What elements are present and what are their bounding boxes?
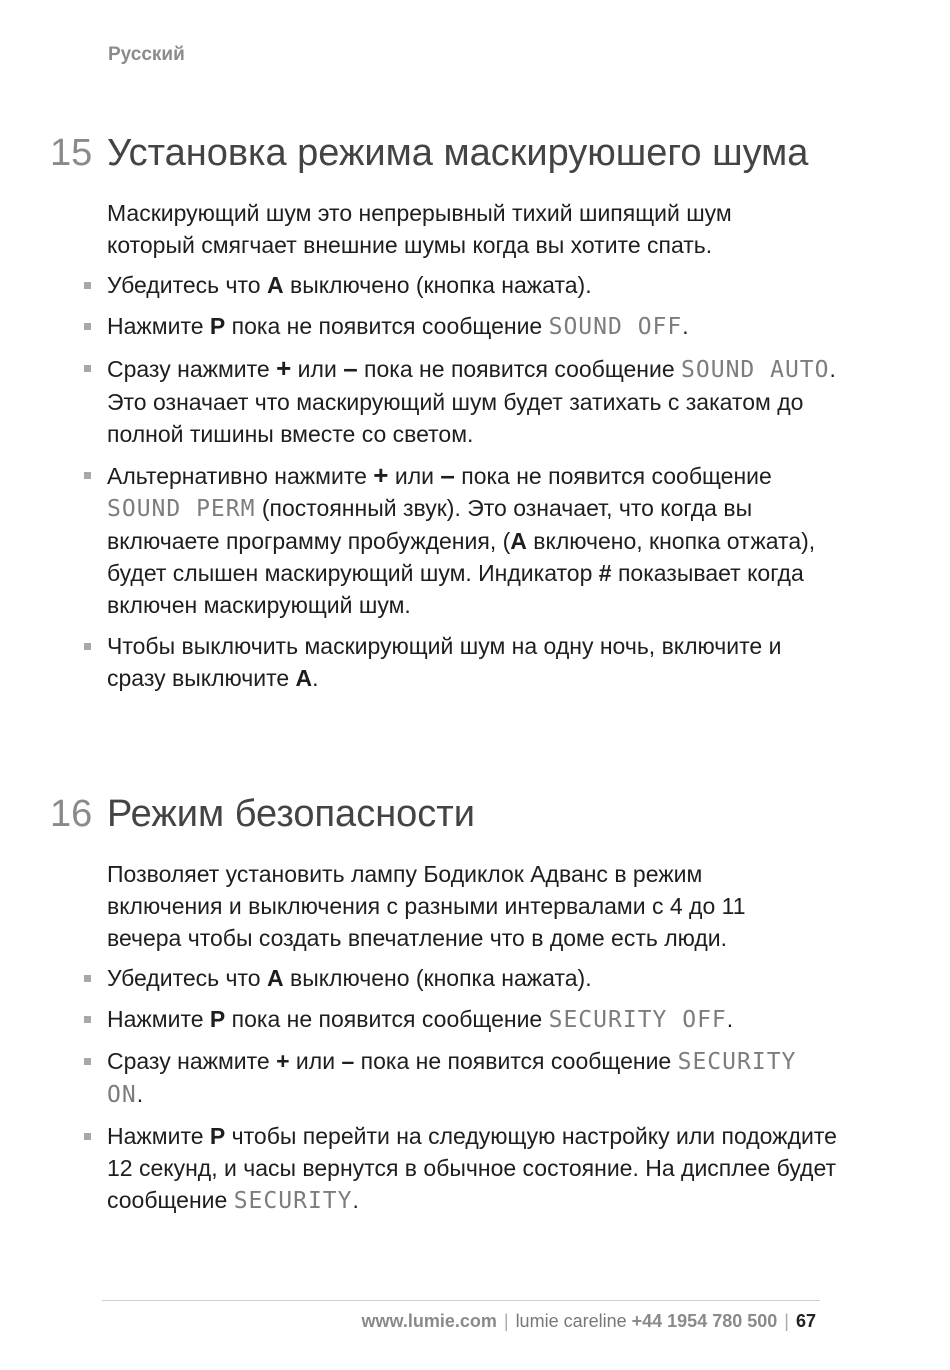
bullet-square-icon bbox=[84, 975, 91, 982]
button-key-a: A bbox=[266, 272, 284, 298]
text: Убедитесь что bbox=[107, 965, 267, 991]
bullet-square-icon bbox=[84, 1016, 91, 1023]
list-item bbox=[0, 269, 842, 301]
button-key-plus: + bbox=[276, 1048, 290, 1074]
text: Сразу нажмите bbox=[107, 356, 277, 382]
text: включено, кнопка отжата), будет слышен маскирующий шум. Индикатор bbox=[107, 528, 816, 586]
careline-phone: +44 1954 780 500 bbox=[631, 1311, 778, 1331]
list-item bbox=[0, 630, 842, 694]
bullet-square-icon bbox=[84, 323, 91, 330]
page-number: 67 bbox=[795, 1311, 816, 1331]
button-key-minus: – bbox=[341, 1048, 355, 1074]
list-item bbox=[0, 962, 842, 994]
text: или bbox=[291, 356, 344, 382]
text: или bbox=[289, 1048, 342, 1074]
button-key-minus: – bbox=[343, 353, 358, 383]
section-heading bbox=[0, 133, 950, 174]
text: Убедитесь что bbox=[107, 272, 267, 298]
section-number: 15 bbox=[50, 132, 93, 174]
list-item bbox=[0, 1003, 842, 1036]
text: . Это означает что маскирующий шум будет затихать с закатом до полной тишины вместе со светом. bbox=[107, 356, 836, 447]
text: . bbox=[312, 665, 319, 691]
section-masking-noise bbox=[0, 133, 950, 703]
text: или bbox=[388, 463, 441, 489]
bullet-square-icon bbox=[84, 643, 91, 650]
text: пока не появится сообщение bbox=[354, 1048, 678, 1074]
text: Чтобы выключить маскирующий шум на одну ночь, включите и сразу выключите bbox=[107, 633, 782, 691]
text: Сразу нажмите bbox=[107, 1048, 277, 1074]
text: пока не появится сообщение bbox=[225, 313, 549, 339]
display-message: SECURITY bbox=[233, 1188, 353, 1214]
section-title: Режим безопасности bbox=[107, 793, 475, 835]
text: . bbox=[136, 1081, 144, 1107]
text: пока не появится сообщение bbox=[454, 463, 772, 489]
display-message: SECURITY OFF bbox=[548, 1007, 727, 1033]
section-intro: Позволяет установить лампу Бодиклок Адванс в режим включения и выключения с разными интервалами с 4 до 11 вечера чтобы создать впечатление что в доме есть люди. bbox=[107, 861, 746, 951]
button-key-a: A bbox=[266, 965, 284, 991]
text: показывает когда включен маскирующий шум. bbox=[107, 560, 804, 618]
indicator-hash-icon: # bbox=[598, 560, 612, 586]
footer-separator: | bbox=[784, 1311, 789, 1331]
bullet-square-icon bbox=[84, 282, 91, 289]
button-key-p: P bbox=[209, 313, 226, 339]
text: пока не появится сообщение bbox=[225, 1006, 549, 1032]
text: (постоянный звук). Это означает, что когда вы включаете программу пробуждения, ( bbox=[107, 495, 753, 554]
section-security-mode bbox=[0, 794, 950, 1226]
text: чтобы перейти на следующую настройку или подождите 12 секунд, и часы вернутся в обычное состояние. На дисплее будет сообщение bbox=[107, 1123, 837, 1213]
display-message: SOUND PERM bbox=[107, 496, 256, 522]
instruction-list bbox=[0, 269, 950, 694]
language-label: Русский bbox=[108, 44, 185, 65]
button-key-plus: + bbox=[276, 353, 292, 383]
button-key-minus: – bbox=[440, 460, 455, 490]
list-item bbox=[0, 1120, 842, 1217]
button-key-a: A bbox=[295, 665, 313, 691]
bullet-square-icon bbox=[84, 1133, 91, 1140]
list-item bbox=[0, 310, 842, 343]
display-message: SOUND AUTO bbox=[681, 357, 830, 383]
bullet-square-icon bbox=[84, 365, 91, 372]
list-item bbox=[0, 352, 842, 450]
text: Нажмите bbox=[107, 1123, 210, 1149]
bullet-square-icon bbox=[84, 1058, 91, 1065]
button-key-p: P bbox=[209, 1006, 226, 1032]
button-key-a: A bbox=[510, 528, 527, 554]
careline-label: lumie careline bbox=[515, 1311, 632, 1331]
button-key-plus: + bbox=[373, 460, 389, 490]
footer bbox=[362, 1311, 817, 1332]
website-link[interactable]: www.lumie.com bbox=[361, 1311, 497, 1331]
list-item bbox=[0, 459, 842, 621]
bullet-square-icon bbox=[84, 472, 91, 479]
text: Альтернативно нажмите bbox=[107, 463, 374, 489]
text: Нажмите bbox=[107, 1006, 210, 1032]
text: Нажмите bbox=[107, 313, 210, 339]
text: . bbox=[726, 1006, 734, 1032]
button-key-p: P bbox=[209, 1123, 226, 1149]
list-item bbox=[0, 1045, 842, 1111]
display-message: SECURITY ON bbox=[107, 1049, 797, 1108]
text: выключено (кнопка нажата). bbox=[283, 272, 592, 298]
display-message: SOUND OFF bbox=[548, 314, 683, 340]
text: пока не появится сообщение bbox=[357, 356, 682, 382]
text: выключено (кнопка нажата). bbox=[283, 965, 592, 991]
footer-divider bbox=[102, 1300, 820, 1301]
text: . bbox=[352, 1187, 359, 1213]
section-heading bbox=[0, 794, 950, 835]
section-number: 16 bbox=[50, 793, 93, 835]
footer-separator: | bbox=[503, 1311, 509, 1331]
section-title: Установка режима маскируюшего шума bbox=[107, 132, 809, 174]
text: . bbox=[682, 313, 689, 339]
section-intro: Маскирующий шум это непрерывный тихий шипящий шум который смягчает внешние шумы когда вы хотите спать. bbox=[107, 200, 732, 258]
instruction-list bbox=[0, 962, 950, 1217]
